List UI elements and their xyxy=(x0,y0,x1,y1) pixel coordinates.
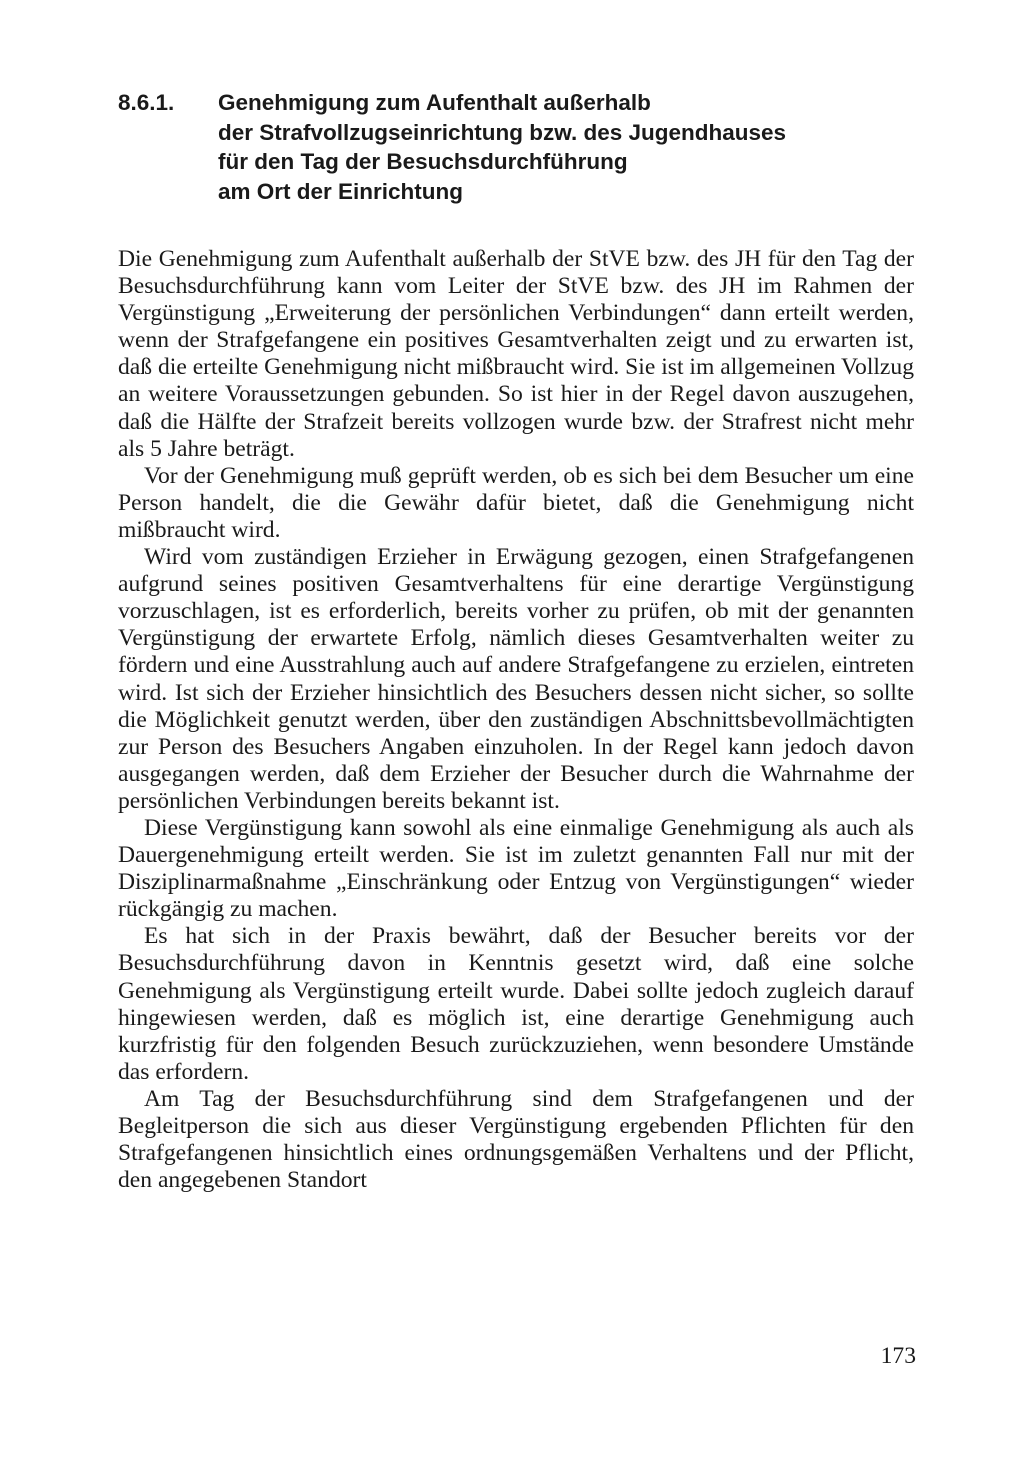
paragraph: Die Genehmigung zum Aufenthalt außerhalb der StVE bzw. des JH für den Tag der Besuchsdurchführung kann vom Leiter der StVE bzw. des JH im Rahmen der Vergünstigung „Erweiterung der persönlichen Verbindungen“ dann erteilt werden, wenn der Strafgefangene ein positives Gesamtverhalten zeigt und zu erwarten ist, daß die erteilte Genehmigung nicht mißbraucht wird. Sie ist im allgemeinen Vollzug an weitere Voraussetzungen gebunden. So ist hier in der Regel davon auszugehen, daß die Hälfte der Strafzeit bereits vollzogen wurde bzw. der Strafrest nicht mehr als 5 Jahre beträgt. xyxy=(118,246,914,462)
paragraph: Es hat sich in der Praxis bewährt, daß der Besucher bereits vor der Besuchsdurchführung davon in Kenntnis gesetzt wird, daß eine solche Genehmigung als Vergünstigung erteilt wurde. Dabei sollte jedoch zugleich darauf hingewiesen werden, daß es möglich ist, eine derartige Genehmigung auch kurzfristig für den folgenden Besuch zurückzuziehen, wenn besondere Umstände das erfordern. xyxy=(118,923,914,1085)
section-title-line: für den Tag der Besuchsdurchführung xyxy=(218,149,628,174)
paragraph: Am Tag der Besuchsdurchführung sind dem Strafgefangenen und der Begleitperson die sich aus dieser Vergünstigung ergebenden Pflichten für den Strafgefangenen hinsichtlich eines ordnungsgemäßen Verhaltens und der Pflicht, den angegebenen Standort xyxy=(118,1085,914,1194)
section-title-line: der Strafvollzugseinrichtung bzw. des Jugendhauses xyxy=(218,119,787,145)
document-page xyxy=(118,88,914,1194)
body-text xyxy=(118,246,914,1194)
paragraph: Vor der Genehmigung muß geprüft werden, ob es sich bei dem Besucher um eine Person handelt, die die Gewähr dafür bietet, daß die Genehmigung nicht mißbraucht wird. xyxy=(118,462,914,543)
paragraph: Diese Vergünstigung kann sowohl als eine einmalige Genehmigung als auch als Dauergenehmigung erteilt werden. Sie ist im zuletzt genannten Fall nur mit der Disziplinarmaßnahme „Einschränkung oder Entzug von Vergünstigungen“ wieder rückgängig zu machen. xyxy=(118,814,914,923)
page-number: 173 xyxy=(880,1343,916,1369)
section-number: 8.6.1. xyxy=(118,90,175,115)
section-title xyxy=(218,88,786,206)
paragraph: Wird vom zuständigen Erzieher in Erwägung gezogen, einen Strafgefangenen aufgrund seines positiven Gesamtverhaltens für eine derartige Vergünstigung vorzuschlagen, ist es erforderlich, bereits vorher zu prüfen, ob mit der genannten Vergünstigung der erwartete Erfolg, nämlich dieses Gesamtverhalten weiter zu fördern und eine Ausstrahlung auch auf andere Strafgefangene zu erzielen, eintreten wird. Ist sich der Erzieher hinsichtlich des Besuchers dessen nicht sicher, so sollte die Möglichkeit genutzt werden, über den zuständigen Abschnittsbevollmächtigten zur Person des Besuchers Angaben einzuholen. In der Regel kann jedoch davon ausgegangen werden, daß dem Erzieher der Besucher durch die Wahrnahme der persönlichen Verbindungen bereits bekannt ist. xyxy=(118,544,914,814)
section-title-line: am Ort der Einrichtung xyxy=(218,178,464,204)
section-title-line: Genehmigung zum Aufenthalt außerhalb xyxy=(218,90,651,115)
section-heading xyxy=(118,88,914,206)
